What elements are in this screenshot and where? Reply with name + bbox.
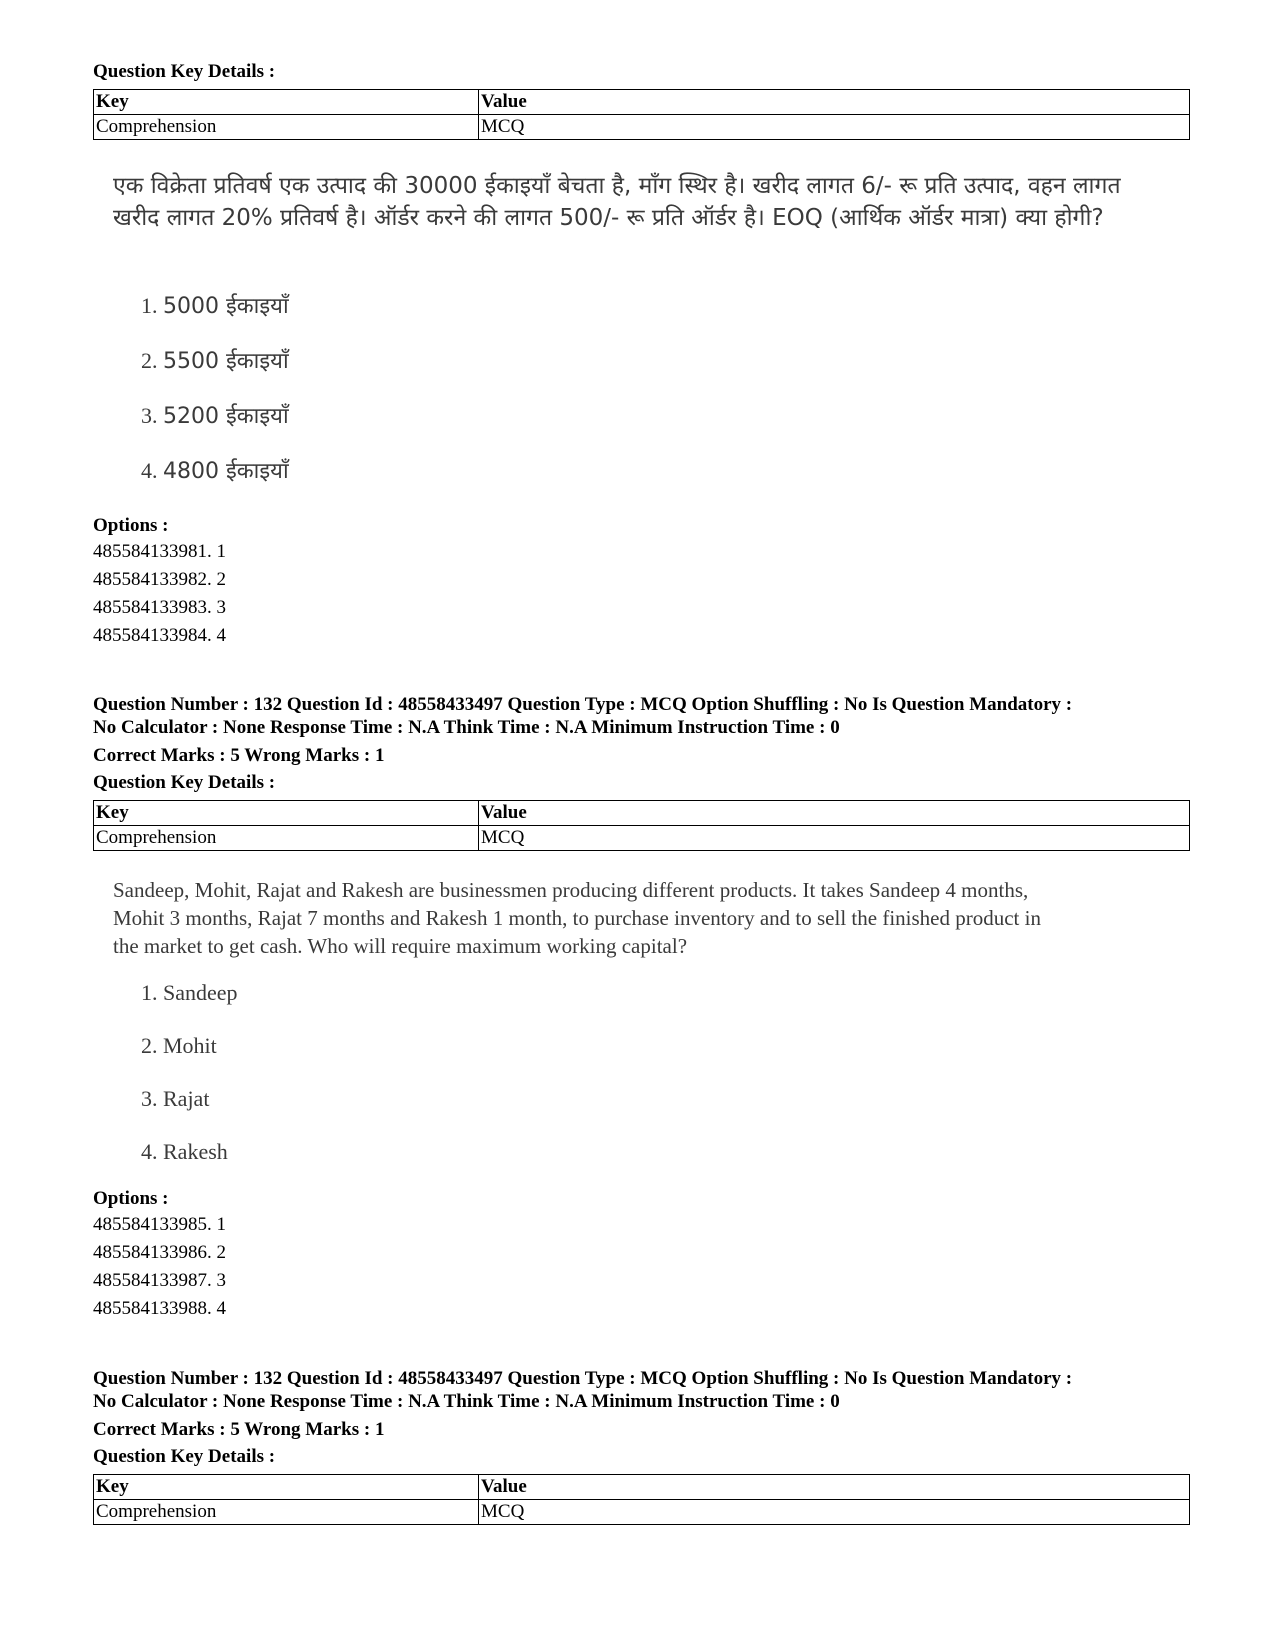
choice-number: 1. xyxy=(141,980,158,1005)
option-id: 485584133985. 1 xyxy=(93,1214,226,1235)
table-cell-key: Comprehension xyxy=(94,115,479,140)
table-cell-key: Comprehension xyxy=(94,826,479,851)
question-key-details-label: Question Key Details : xyxy=(93,61,276,82)
table-header-value: Value xyxy=(479,90,1190,115)
table-row xyxy=(94,826,1190,851)
choice-number: 4. xyxy=(141,458,158,483)
choice-item xyxy=(141,1032,217,1060)
choice-text: Sandeep xyxy=(163,980,238,1005)
question-text-line: Mohit 3 months, Rajat 7 months and Rakesh 1 month, to purchase inventory and to sell the finished product in xyxy=(113,906,1041,930)
question-text: एक विक्रेता प्रतिवर्ष एक उत्पाद की 30000 ईकाइयाँ बेचता है, माँग स्थिर है। खरीद लागत 6/- रू प्रति उत्पाद, वहन लागत खरीद लागत 20% प्रतिवर्ष है। ऑर्डर करने की लागत 500/- रू प्रति ऑर्डर है। EOQ (आर्थिक ऑर्डर मात्रा) क्या होगी? xyxy=(113,173,1121,231)
option-id: 485584133986. 2 xyxy=(93,1242,226,1263)
option-id: 485584133984. 4 xyxy=(93,625,226,646)
table-header-row xyxy=(94,801,1190,826)
table-header-key: Key xyxy=(94,90,479,115)
question-meta xyxy=(93,693,1213,739)
options-list xyxy=(93,1211,226,1323)
choice-item xyxy=(141,1138,228,1166)
option-id: 485584133983. 3 xyxy=(93,597,226,618)
choice-text: 5500 ईकाइयाँ xyxy=(163,349,289,374)
table-row xyxy=(94,1500,1190,1525)
marks-line: Correct Marks : 5 Wrong Marks : 1 xyxy=(93,1419,385,1440)
question-meta-line: Question Number : 132 Question Id : 48558433497 Question Type : MCQ Option Shuffling : No Is Question Mandatory : xyxy=(93,1368,1073,1389)
choice-number: 3. xyxy=(141,1086,158,1111)
options-label: Options : xyxy=(93,515,169,536)
choice-number: 1. xyxy=(141,293,158,318)
choice-text: 4800 ईकाइयाँ xyxy=(163,459,289,484)
choice-number: 4. xyxy=(141,1139,158,1164)
choice-number: 3. xyxy=(141,403,158,428)
option-id: 485584133981. 1 xyxy=(93,541,226,562)
choice-item xyxy=(141,402,289,431)
choice-text: 5000 ईकाइयाँ xyxy=(163,294,289,319)
question-meta-line: No Calculator : None Response Time : N.A Think Time : N.A Minimum Instruction Time : 0 xyxy=(93,717,840,738)
choice-number: 2. xyxy=(141,1033,158,1058)
question-meta xyxy=(93,1367,1213,1413)
table-cell-key: Comprehension xyxy=(94,1500,479,1525)
table-header-value: Value xyxy=(479,1475,1190,1500)
key-value-table xyxy=(93,89,1190,140)
question-text-line: Sandeep, Mohit, Rajat and Rakesh are businessmen producing different products. It takes Sandeep 4 months, xyxy=(113,878,1029,902)
question-image-hindi xyxy=(113,170,1173,234)
marks-line: Correct Marks : 5 Wrong Marks : 1 xyxy=(93,745,385,766)
table-header-value: Value xyxy=(479,801,1190,826)
choice-item xyxy=(141,292,289,321)
choice-number: 2. xyxy=(141,348,158,373)
options-list xyxy=(93,538,226,650)
choice-item xyxy=(141,1085,209,1113)
choice-text: Rakesh xyxy=(163,1139,228,1164)
table-header-key: Key xyxy=(94,801,479,826)
option-id: 485584133987. 3 xyxy=(93,1270,226,1291)
choice-text: 5200 ईकाइयाँ xyxy=(163,404,289,429)
table-cell-value: MCQ xyxy=(479,826,1190,851)
option-id: 485584133988. 4 xyxy=(93,1298,226,1319)
table-row xyxy=(94,115,1190,140)
question-key-details-label: Question Key Details : xyxy=(93,772,276,793)
table-header-row xyxy=(94,90,1190,115)
choice-item xyxy=(141,457,289,486)
question-text-line: the market to get cash. Who will require maximum working capital? xyxy=(113,934,688,958)
key-value-table xyxy=(93,1474,1190,1525)
options-label: Options : xyxy=(93,1188,169,1209)
table-cell-value: MCQ xyxy=(479,115,1190,140)
option-id: 485584133982. 2 xyxy=(93,569,226,590)
table-header-row xyxy=(94,1475,1190,1500)
choice-text: Rajat xyxy=(163,1086,210,1111)
question-meta-line: Question Number : 132 Question Id : 48558433497 Question Type : MCQ Option Shuffling : No Is Question Mandatory : xyxy=(93,694,1073,715)
table-cell-value: MCQ xyxy=(479,1500,1190,1525)
key-value-table xyxy=(93,800,1190,851)
question-key-details-label: Question Key Details : xyxy=(93,1446,276,1467)
question-meta-line: No Calculator : None Response Time : N.A Think Time : N.A Minimum Instruction Time : 0 xyxy=(93,1391,840,1412)
table-header-key: Key xyxy=(94,1475,479,1500)
choice-item xyxy=(141,347,289,376)
choice-item xyxy=(141,979,238,1007)
question-image-english xyxy=(113,876,1173,960)
choice-text: Mohit xyxy=(163,1033,217,1058)
